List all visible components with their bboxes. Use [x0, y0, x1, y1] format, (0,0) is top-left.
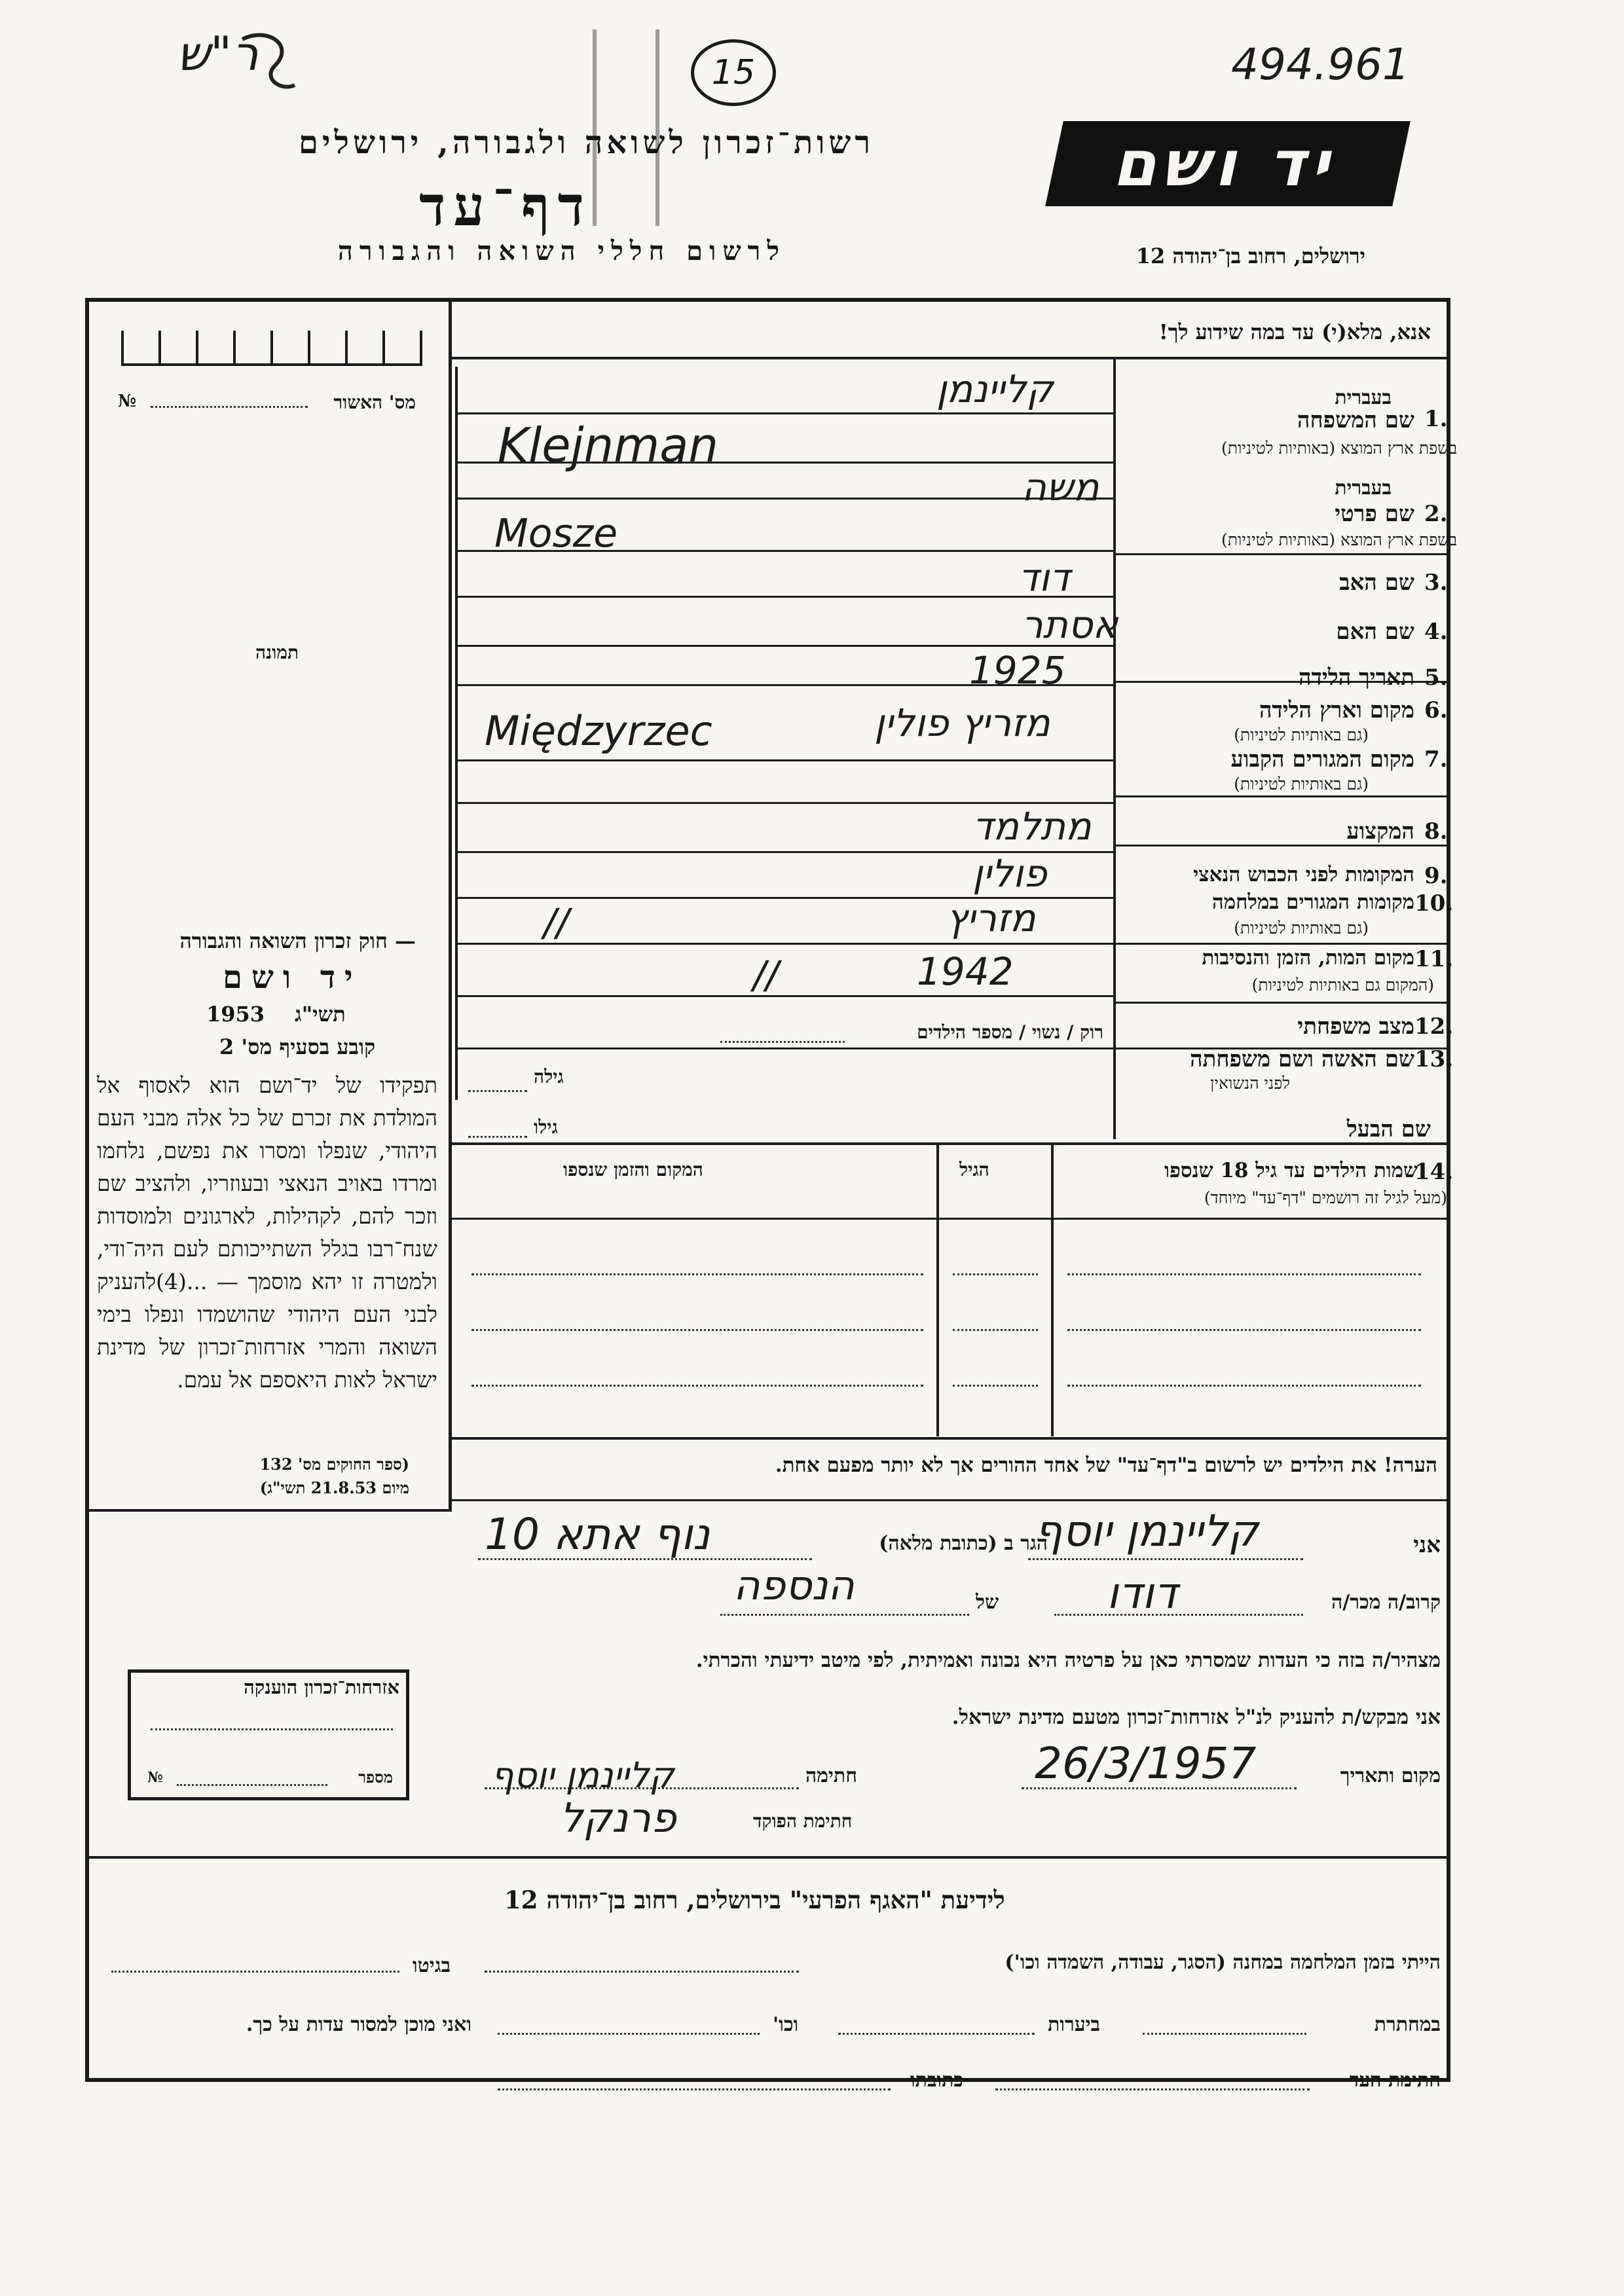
law-year: 1953	[206, 1002, 265, 1027]
children-col-age: הגיל	[959, 1159, 989, 1180]
field-11-value: 1942	[917, 949, 1014, 994]
field-3-number: 3.	[1424, 570, 1448, 596]
field-2-number: 2.	[1424, 501, 1448, 527]
field-5-value: 1925	[969, 648, 1066, 693]
field-10-label: מקומות המגורים במלחמה	[1211, 890, 1414, 914]
archive-number: 494.961	[1231, 39, 1410, 90]
field-10-value: מזריץ	[946, 896, 1036, 940]
handwritten-corner-note: ר"ש	[177, 26, 259, 81]
footer-line1-a: הייתי בזמן המלחמה במחנה (הסגר, עבודה, השמדה וכו')	[1005, 1951, 1441, 1974]
field-11-sub: (המקום גם באותיות לטיניות)	[1251, 975, 1434, 994]
children-col-place: המקום והזמן שנספו	[563, 1159, 703, 1180]
officer-signature: פרנקל	[560, 1794, 676, 1842]
footer-line3-b: כתובתו	[910, 2069, 964, 2092]
request-text: אני מבקש/ת להעניק לנ"ל אזרחות־זכרון מטעם מדינת ישראל.	[951, 1705, 1441, 1729]
footer-line2-c: וכו'	[773, 2013, 799, 2036]
law-year-hebrew: תשי"ג	[295, 1002, 346, 1027]
footer-line2-d: ואני מוכן למסור עדות על כך.	[246, 2013, 471, 2036]
field-8-value: מתלמד	[972, 804, 1092, 848]
field-8-label: המקצוע	[1346, 818, 1414, 845]
of-label: של	[976, 1591, 999, 1614]
field-13-age-label: גילה	[534, 1066, 564, 1087]
footer-line2-b: ביערות	[1048, 2013, 1101, 2036]
field-4-number: 4.	[1424, 619, 1448, 645]
field-1-value-hebrew: קליינמן	[936, 367, 1054, 411]
field-2-hebrew-tag: בעברית	[1335, 477, 1392, 500]
field-2-label: שם פרטי	[1335, 501, 1414, 527]
field-2-value-latin: Mosze	[494, 511, 618, 556]
institution-line: רשות־זכרון לשואה ולגבורה, ירושלים	[298, 124, 874, 161]
children-sub: (מעל לגיל זה רושמים "דף־עד" מיוחד)	[1204, 1188, 1447, 1207]
field-3-value: דוד	[1018, 555, 1071, 600]
field-4-label: שם האם	[1336, 619, 1414, 645]
children-number: 14.	[1414, 1159, 1454, 1185]
footer-title: לידיעת "האגף הפרעי" בירושלים, רחוב בן־יהודה 12	[504, 1886, 1005, 1914]
law-heading: — חוק זכרון השואה והגבורה	[179, 928, 416, 953]
field-6-sub: (גם באותיות לטיניות)	[1234, 725, 1369, 744]
photo-label: תמונה	[255, 642, 299, 663]
field-1-hebrew-tag: בעברית	[1335, 386, 1392, 409]
officer-label: חתימת הפוקד	[753, 1810, 853, 1832]
field-7-sub: (גם באותיות לטיניות)	[1234, 774, 1369, 793]
field-12-label: מצב משפחתי	[1297, 1013, 1414, 1040]
children-label: שמות הילדים עד גיל 18 שנספו	[1164, 1159, 1418, 1182]
citizenship-box-number-label: מספר	[358, 1768, 393, 1787]
field-6-label: מקום וארץ הלידה	[1259, 697, 1414, 723]
field-9-value: פולין	[972, 851, 1047, 896]
footer-line3-a: חתימת העד	[1349, 2069, 1441, 2092]
law-section: קובע בסעיף מס' 2	[219, 1034, 376, 1059]
remark: הערה! את הילדים יש לרשום ב"דף־עד" של אחד ההורים אך לא יותר מפעם אחת.	[775, 1453, 1437, 1477]
field-11-number: 11.	[1414, 946, 1454, 972]
field-4-value: אסתר	[1022, 602, 1118, 647]
form-subtitle: לרשום חללי השואה והגבורה	[337, 236, 786, 266]
field-8-number: 8.	[1424, 818, 1448, 845]
field-1-value-latin: Klejnman	[498, 418, 719, 473]
field-3-label: שם האב	[1339, 570, 1414, 596]
field-13-number: 13.	[1414, 1046, 1454, 1072]
field-5-label: תאריך הלידה	[1298, 665, 1414, 691]
relation-value: דודו	[1107, 1568, 1178, 1618]
field-13-sub: לפני הנשואין	[1210, 1074, 1290, 1093]
of-value: הנספה	[733, 1561, 855, 1609]
field-10-number: 10.	[1414, 890, 1454, 917]
field-10-sub: (גם באותיות לטיניות)	[1234, 919, 1369, 938]
circled-number: 15	[691, 39, 776, 106]
field-5-number: 5.	[1424, 665, 1448, 691]
place-date-label: מקום ותאריך	[1340, 1764, 1441, 1787]
field-1-sub: בשפת ארץ המוצא (באותיות לטיניות)	[1221, 439, 1457, 458]
field-1-number: 1.	[1424, 406, 1448, 432]
field-7-number: 7.	[1424, 746, 1448, 773]
field-2-value-hebrew: משה	[1022, 465, 1099, 509]
law-name: יד ושם	[223, 959, 362, 996]
field-10-ditto: //	[544, 900, 570, 945]
field-11-label: מקום המות, הזמן והנסיבות	[1202, 946, 1414, 970]
law-citation-1: (ספר החוקים מס' 132	[259, 1455, 409, 1474]
law-text: תפקידו של יד־ושם הוא לאסוף אל המולדת את זכרם של כל אלה מבני העם היהודי, שנפלו ומסרו את נפשם, נלחמו ומרדו באויב הנאצי ובעוזריו, ולהציב שם וזכר להם, לקהילות, לארגונים ולמוסדות שנח־רבו בגלל השתייכותם לעם היה־ודי, ולמטרה זו יהא מוסמך — ...(4)להעניק לבני העם היהודי שהושמדו ונפלו בימי השואה והמרי אזרחות־זכרון של מדינת ישראל לאות היאספם אל עמם.	[97, 1072, 437, 1393]
law-citation-2: מיום 21.8.53 תשי"ג)	[259, 1478, 409, 1497]
declarant-address: נוף אתא 10	[485, 1509, 710, 1559]
field-6-value-latin: Międzyrzec	[485, 707, 712, 755]
field-11-ditto: //	[753, 953, 779, 997]
citizenship-box-number-symbol: №	[147, 1769, 163, 1786]
request-line: אנא, מלא(י) עד במה שידוע לך!	[1158, 319, 1431, 344]
citizenship-box-title: אזרחות־זכרון הוענקה	[244, 1676, 399, 1698]
yad-vashem-logo: יד ושם	[1045, 121, 1411, 206]
declarant-name: קליינמן יוסף	[1035, 1506, 1259, 1556]
address-line: ירושלים, רחוב בן־יהודה 12	[1135, 244, 1365, 268]
field-6-value-hebrew: מזריץ פולין	[874, 701, 1050, 745]
signature-value: קליינמן יוסף	[491, 1755, 674, 1796]
field-9-label: המקומות לפני הכבוש הנאצי	[1193, 863, 1414, 886]
handwritten-scribble	[229, 26, 308, 98]
signature-label: חתימה	[805, 1764, 857, 1787]
form-title: דף־עד	[419, 173, 593, 238]
field-1-label: שם המשפחה	[1297, 407, 1414, 433]
field-12-number: 12.	[1414, 1013, 1454, 1040]
relation-label: קרוב/ה מכר/ה	[1331, 1591, 1441, 1614]
cert-number-label: מס' האשור	[333, 392, 416, 413]
footer-line1-b: בגיטו	[413, 1954, 451, 1977]
field-7-label: מקום המגורים הקבוע	[1230, 746, 1414, 773]
husband-age-label: גילו	[534, 1116, 558, 1138]
cert-number-symbol: №	[118, 392, 137, 411]
field-9-number: 9.	[1424, 863, 1448, 889]
field-6-number: 6.	[1424, 697, 1448, 723]
declarant-lives-at: הגר ב (כתובת מלאה)	[879, 1532, 1048, 1555]
date-value: 26/3/1957	[1035, 1738, 1257, 1789]
declaration-text: מצהיר/ה בזה כי העדות שמסרתי כאן על פרטיה היא נכונה ואמיתית, לפי מיטב ידיעתי והכרתי.	[695, 1649, 1441, 1672]
field-12-options: רוק / נשוי / מספר הילדים	[917, 1021, 1103, 1043]
declarant-ani: אני	[1413, 1532, 1441, 1558]
footer-line2-a: במחתרת	[1374, 2013, 1441, 2036]
field-2-sub: בשפת ארץ המוצא (באותיות לטיניות)	[1221, 530, 1457, 549]
husband-name-label: שם הבעל	[1346, 1116, 1431, 1142]
cert-number-box	[121, 331, 422, 366]
field-13-label: שם האשה ושם משפחתה	[1190, 1046, 1414, 1072]
